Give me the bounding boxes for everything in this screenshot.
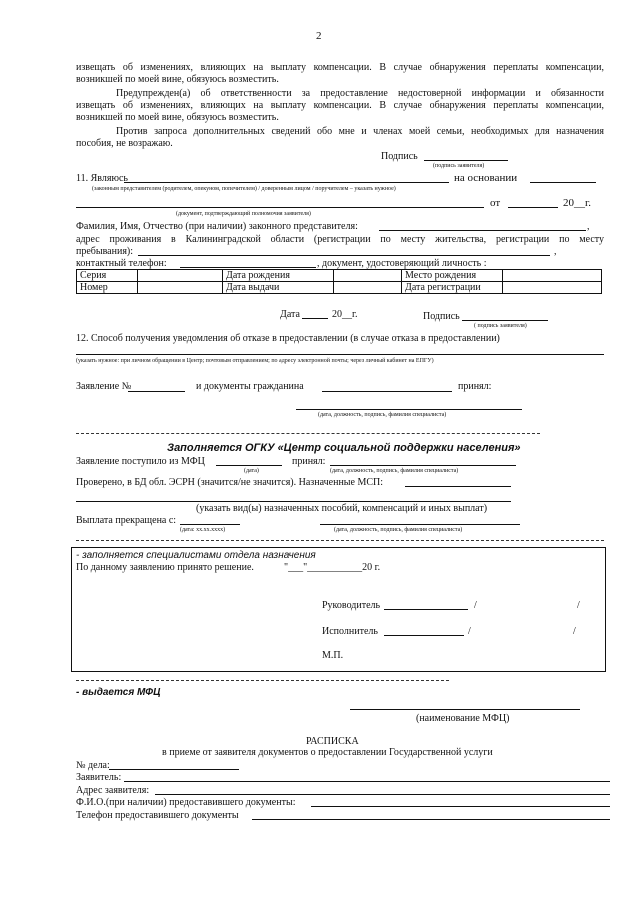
paragraph-2-line-2: извещать об изменениях, влияющих на выплату компенсации. В случае обнаружения переплаты компенсации,	[76, 100, 604, 111]
section-divider	[76, 680, 449, 681]
executor-slash-end: /	[573, 626, 576, 637]
specialist-caption: (дата, должность, подпись, фамилия специалиста)	[318, 412, 447, 418]
section-divider	[76, 433, 540, 434]
submitter-fio-label: Ф.И.О.(при наличии) предоставившего документы:	[76, 797, 296, 808]
notification-method-field[interactable]	[76, 354, 604, 355]
page-number: 2	[316, 30, 322, 42]
authority-year: 20__г.	[563, 197, 592, 209]
signature-label: Подпись	[381, 151, 418, 162]
signature-caption: (подпись заявителя)	[433, 163, 485, 169]
case-number-field[interactable]	[109, 769, 239, 770]
citizen-name-field[interactable]	[322, 391, 452, 392]
basis-field[interactable]	[530, 182, 596, 183]
representative-fio-label: Фамилия, Имя, Отчество (при наличии) законного представителя:	[76, 221, 358, 232]
head-sign-field[interactable]	[384, 609, 468, 610]
table-row	[77, 270, 602, 282]
receipt-subtitle: в приеме от заявителя документов о предоставлении Государственной услуги	[162, 747, 493, 758]
registration-date-label: Дата регистрации	[402, 282, 503, 294]
termination-specialist-field[interactable]	[320, 524, 520, 525]
section-12-heading: 12. Способ получения уведомления об отказе в предоставлении (в случае отказа в предоставлении)	[76, 333, 500, 344]
center-specialist-field[interactable]	[330, 465, 516, 466]
specialist-sign-field[interactable]	[296, 409, 522, 410]
benefits-field[interactable]	[76, 501, 511, 502]
applicant-address-field[interactable]	[155, 794, 610, 795]
issue-date-label: Дата выдачи	[223, 282, 334, 294]
termination-specialist-caption: (дата, должность, подпись, фамилия специалиста)	[334, 527, 463, 533]
head-slash-end: /	[577, 600, 580, 611]
section-11-heading: 11. Являюсь	[76, 173, 128, 184]
assigned-msp-field[interactable]	[405, 486, 511, 487]
and-documents-label: и документы гражданина	[196, 381, 304, 392]
table-row	[77, 282, 602, 294]
assignment-title: - заполняется специалистами отдела назначения	[76, 550, 316, 561]
head-label: Руководитель	[322, 600, 381, 611]
issue-date-field[interactable]	[334, 282, 402, 294]
address-label-line-2: пребывания):	[76, 246, 134, 257]
birth-place-label: Место рождения	[402, 270, 503, 282]
received-date-field[interactable]	[216, 465, 282, 466]
basis-label: на основании	[454, 172, 518, 184]
received-from-mfc-label: Заявление поступило из МФЦ	[76, 456, 205, 467]
representative-fio-field[interactable]	[379, 230, 586, 231]
authority-document-caption: (документ, подтверждающий полномочия заявителя)	[176, 211, 311, 217]
mfc-name-caption: (наименование МФЦ)	[416, 713, 510, 724]
submitter-fio-field[interactable]	[311, 806, 610, 807]
application-number-field[interactable]	[128, 391, 185, 392]
center-specialist-caption: (дата, должность, подпись, фамилия специалиста)	[330, 468, 459, 474]
executor-label: Исполнитель	[322, 626, 378, 637]
applicant-label: Заявитель:	[76, 772, 122, 783]
applicant-sign-label: Подпись	[423, 311, 460, 322]
birth-place-field[interactable]	[503, 270, 602, 282]
receipt-title: РАСПИСКА	[306, 736, 359, 747]
id-document-table	[76, 269, 602, 294]
registration-date-field[interactable]	[503, 282, 602, 294]
notification-method-caption: (указать нужное: при личном обращении в Центр; почтовым отправлением; по адресу электронной почты; через личный кабинет на ЕПГУ)	[76, 358, 434, 364]
authority-document-field[interactable]	[76, 207, 484, 208]
paragraph-3-line-2: пособия, не возражаю.	[76, 138, 173, 149]
series-label: Серия	[77, 270, 138, 282]
date-year: 20__г.	[332, 309, 358, 320]
representative-caption: (законным представителем (родителем, опекуном, попечителем) / доверенным лицом / поручителем – указать нужное)	[92, 186, 396, 192]
application-number-label: Заявление №	[76, 381, 132, 392]
birth-date-label: Дата рождения	[223, 270, 334, 282]
mfc-title: - выдается МФЦ	[76, 687, 161, 698]
submitter-phone-label: Телефон предоставившего документы	[76, 810, 239, 821]
paragraph-3-line-1: Против запроса дополнительных сведений обо мне и членах моей семьи, необходимых для назначения	[116, 126, 604, 137]
applicant-sign-caption: ( подпись заявителя)	[474, 323, 527, 329]
paragraph-1-line-2: возникшей по моей вине, обязуюсь возместить.	[76, 74, 279, 85]
phone-label: контактный телефон:	[76, 258, 167, 269]
paragraph-1-line-1: извещать об изменениях, влияющих на выплату компенсации. В случае обнаружения переплаты компенсации,	[76, 62, 604, 73]
applicant-field[interactable]	[124, 781, 610, 782]
decision-label: По данному заявлению принято решение.	[76, 562, 254, 573]
benefits-caption: (указать вид(ы) назначенных пособий, компенсаций и иных выплат)	[196, 503, 488, 514]
date-field[interactable]	[302, 318, 328, 319]
head-slash: /	[474, 600, 477, 611]
accepted-label: принял:	[458, 381, 492, 392]
address-field[interactable]	[138, 255, 550, 256]
received-date-caption: (дата)	[244, 468, 259, 474]
stamp-label: М.П.	[322, 650, 344, 661]
paragraph-2-line-3: возникшей по моей вине, обязуюсь возместить.	[76, 112, 279, 123]
section-divider	[76, 540, 604, 541]
executor-slash: /	[468, 626, 471, 637]
decision-date[interactable]: "___"___________20 г.	[284, 562, 381, 573]
date-label: Дата	[280, 309, 300, 320]
number-field[interactable]	[138, 282, 223, 294]
representative-type-field[interactable]	[124, 182, 449, 183]
payment-terminated-label: Выплата прекращена с:	[76, 515, 177, 526]
address-label-line-1: адрес проживания в Калининградской области (регистрации по месту жительства, регистрации по месту	[76, 234, 604, 245]
phone-field[interactable]	[180, 267, 316, 268]
paragraph-2-line-1: Предупрежден(а) об ответственности за предоставление недостоверной информации и обязанности	[116, 88, 604, 99]
series-field[interactable]	[138, 270, 223, 282]
termination-date-caption: (дата: хх.хх.хххх)	[180, 527, 226, 533]
submitter-phone-field[interactable]	[252, 819, 610, 820]
termination-date-field[interactable]	[180, 524, 240, 525]
applicant-sign-field[interactable]	[462, 320, 548, 321]
center-accepted-label: принял:	[292, 456, 326, 467]
center-section-title: Заполняется ОГКУ «Центр социальной поддержки населения»	[167, 442, 521, 454]
signature-line[interactable]	[424, 160, 508, 161]
applicant-address-label: Адрес заявителя:	[76, 785, 150, 796]
executor-sign-field[interactable]	[384, 635, 464, 636]
mfc-name-field[interactable]	[350, 709, 580, 710]
authority-date-field[interactable]	[508, 207, 558, 208]
number-label: Номер	[77, 282, 138, 294]
birth-date-field[interactable]	[334, 270, 402, 282]
id-document-label: , документ, удостоверяющий личность :	[317, 258, 487, 269]
document-page: 2 извещать об изменениях, влияющих на выплату компенсации. В случае обнаружения переплаты компенсации, возникшей по моей вине, обязуюсь возместить. Предупрежден(а) об ответственности за предоставление недостоверной информации и обязанности извещать об изменениях, влияющих на выплату компенсации. В случае обнаружения переплаты компенсации, возникшей по моей вине, обязуюсь возместить. Против запроса дополнительных сведений обо мне и членах моей семьи, необходимых для назначения пособия, не возражаю. Подпись (подпись заявителя) 11. Являюсь на основании (законным представителем (родителем, опекуном, попечителем) / доверенным лицом / поручителем – указать нужное) от 20__г. (документ, подтверждающий полномочия заявителя) Фамилия, Имя, Отчество (при наличии) законного представителя: , адрес проживания в Калининградской области (регистрации по месту жительства, регистрации по месту пребывания): , контактный телефон: , документ, удостоверяющий личность : Серия Дата рождения Место рождения Номер Дата выдачи Дата регистрации Дата 20__г. Подпись ( подпись заявителя) 12. Способ получения уведомления об отказе в предоставлении (в случае отказа в предоставлении) (указать нужное: при личном обращении в Центр; почтовым отправлением; по адресу электронной почты; через личный кабинет на ЕПГУ) Заявление № и документы гражданина принял: (дата, должность, подпись, фамилия специалиста) Заполняется ОГКУ «Центр социальной поддержки населения» Заявление поступило из МФЦ принял: (дата) (дата, должность, подпись, фамилия специалиста) Проверено, в БД обл. ЭСРН (значится/не значится). Назначенные МСП: (указать вид(ы) назначенных пособий, компенсаций и иных выплат) Выплата прекращена с: (дата: хх.хх.хххх) (дата, должность, подпись, фамилия специалиста) - заполняется специалистами отдела назначения По данному заявлению принято решение. "___"___________20 г. Руководитель / / Исполнитель / / М.П. - выдается МФЦ (наименование МФЦ) РАСПИСКА в приеме от заявителя документов о предоставлении Государственной услуги № дела: Заявитель: Адрес заявителя: Ф.И.О.(при наличии) предоставившего документы: Телефон предоставившего документы	[0, 0, 640, 905]
case-number-label: № дела:	[76, 760, 110, 771]
from-label: от	[490, 197, 501, 209]
checked-label: Проверено, в БД обл. ЭСРН (значится/не значится). Назначенные МСП:	[76, 477, 384, 488]
